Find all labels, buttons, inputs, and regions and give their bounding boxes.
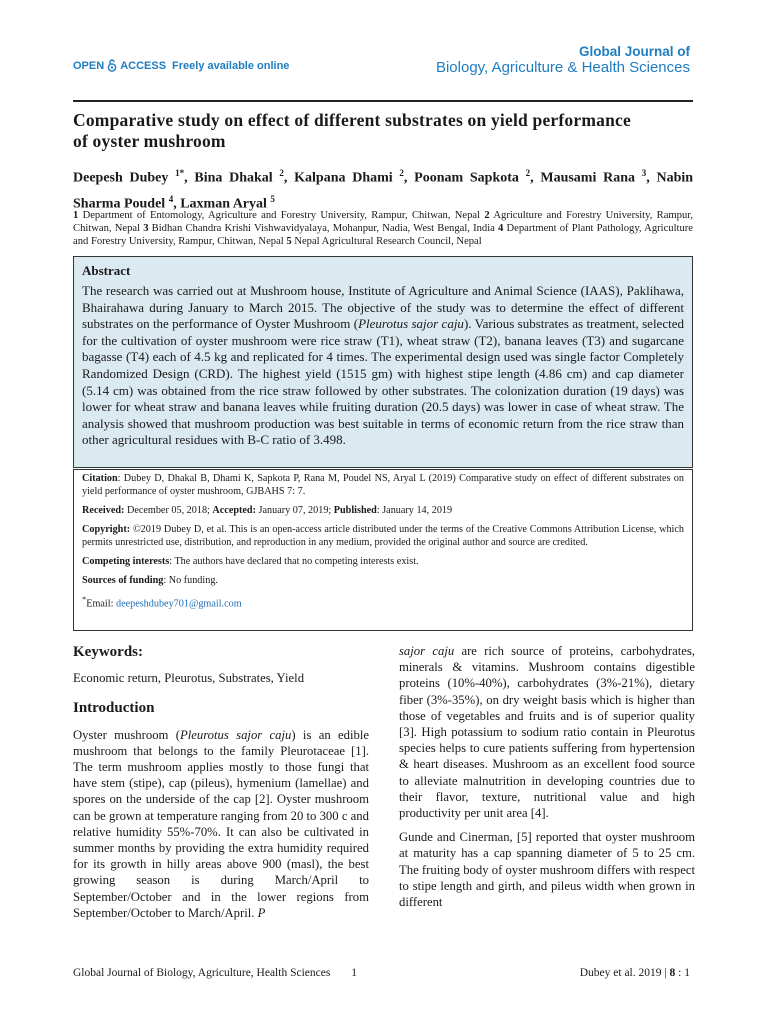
- journal-title-line2: Biology, Agriculture & Health Sciences: [435, 59, 690, 76]
- left-column: [73, 640, 369, 929]
- email-link[interactable]: deepeshdubey701@gmail.com: [115, 598, 242, 610]
- author-separator: ,: [283, 170, 295, 186]
- received-label: Received:: [82, 505, 125, 516]
- text-segment: are rich source of proteins, carbohydrates, minerals & vitamins. Mushroom contains digestible proteins (10%-40%), carbohydrates (3%-21%), dietary fiber (3%-35%), on dry weight basis which is higher than those of vegetables and fruits and is of superior quality [3]. High potassium to sodium ratio contain in Pleurotus species helps to cure patients suffering from hypertension & heart diseases. Mushroom as an excellent food source to alleviate malnutrition in developing countries due to their flavor, texture, nutritional value and high productivity per unit area [4].: [399, 644, 695, 821]
- keywords-text: Economic return, Pleurotus, Substrates, Yield: [73, 671, 305, 686]
- italic-text: P: [257, 905, 266, 920]
- author-affiliation-mark: 1*: [175, 168, 185, 178]
- freely-available-label: Freely available online: [172, 59, 290, 72]
- copyright-text: ©2019 Dubey D, et al. This is an open-access article distributed under the terms of the Creative Commons Attribution License, which permits unrestricted use, distribution, and reproduction in any medium, provided the original author and source are credited.: [82, 524, 684, 548]
- introduction-heading: Introduction: [73, 700, 155, 717]
- footer-ref: Dubey et al. 2019 |: [579, 967, 670, 979]
- citation-text: : Dubey D, Dhakal B, Dhami K, Sapkota P, Rana M, Poudel NS, Aryal L (2019) Comparative study on effect of different substrates on yield performance of oyster mushroom, GJBAHS 7: 7.: [82, 473, 684, 497]
- text-segment: The research was carried out at Mushroom house, Institute of Agriculture and Animal Science (IAAS), Paklihawa, Bhairahawa during January to March 2015. The objective of the study was to determine the effect of different substrates on the performance of Oyster Mushroom (: [82, 283, 684, 332]
- author-name: Bina Dhakal: [194, 170, 280, 186]
- affiliation-number: 2: [484, 210, 490, 221]
- intro-paragraph-3: [399, 829, 695, 910]
- text-segment: Gunde and Cinerman, [5] reported that oyster mushroom at maturity has a cap spanning diameter of 5 to 25 cm. The fruiting body of oyster mushroom differs with respect to stipe length and girth, and pileus width when grown in different: [399, 830, 695, 910]
- accepted-date: January 07, 2019;: [255, 505, 334, 516]
- author-affiliation-mark: 2: [525, 168, 531, 178]
- right-column: [399, 643, 695, 918]
- affiliation-number: 4: [498, 223, 504, 234]
- received-date: December 05, 2018;: [124, 505, 213, 516]
- journal-title-line1: Global Journal of: [578, 44, 690, 59]
- author-affiliation-mark: 4: [168, 193, 174, 204]
- affiliation-number: 1: [73, 210, 79, 221]
- author-affiliation-mark: 3: [641, 168, 647, 178]
- author-separator: ,: [530, 170, 541, 186]
- email-label: Email:: [86, 598, 116, 610]
- funding: [82, 574, 684, 587]
- italic-text: Pleurotus sajor caju: [358, 316, 464, 332]
- footer-right: [580, 967, 690, 979]
- email-star: *: [82, 594, 87, 604]
- intro-paragraph-2: [399, 643, 695, 821]
- author-affiliation-mark: 5: [270, 193, 275, 204]
- text-segment: Oyster mushroom (: [73, 727, 180, 742]
- access-label: ACCESS: [120, 59, 167, 72]
- affiliation-number: 3: [143, 223, 149, 234]
- footer-ref-suffix: : 1: [675, 967, 690, 979]
- author-list: [73, 163, 693, 214]
- text-segment: ) is an edible mushroom that belongs to the family Pleurotaceae [1]. The term mushroom applies mostly to those fungi that have stem (stipe), cap (pileus), hymenium (lamellae) and spores on the underside of the cap [2]. Oyster mushroom can be grown at temperature ranging from 20 to 300 c and relative humidity 55%-70%. It can also be cultivated in summer months by providing the extra humidity required for its growth in hilly areas above 900 (masl), the best growing season is during March/April to September/October and in the lower regions from September/October to March/April.: [73, 727, 369, 920]
- article-info-box: [73, 469, 693, 631]
- author-name: Mausami Rana: [540, 170, 642, 186]
- keywords-heading: Keywords:: [73, 644, 143, 660]
- author-separator: ,: [184, 170, 195, 186]
- affiliation-text: Department of Entomology, Agriculture and Forestry University, Rampur, Chitwan, Nepal: [78, 210, 485, 221]
- affiliation-number: 5: [286, 236, 292, 247]
- competing-label: Competing interests: [82, 556, 170, 567]
- competing-interests: [82, 555, 684, 568]
- footer-left: [73, 967, 357, 979]
- author-separator: ,: [403, 170, 415, 186]
- copyright: [82, 523, 684, 549]
- header-divider: [73, 100, 693, 102]
- abstract-heading: Abstract: [82, 263, 131, 278]
- email: [82, 593, 684, 610]
- competing-text: : The authors have declared that no competing interests exist.: [169, 556, 419, 567]
- accepted-label: Accepted:: [212, 505, 256, 516]
- citation: [82, 472, 684, 498]
- affiliation-text: Department of Plant Pathology, Agriculture and Forestry University, Rampur, Chitwan, Nepal: [73, 223, 693, 247]
- article-title: Comparative study on effect of different substrates on yield performance of oyster mushroom: [73, 110, 631, 151]
- abstract-box: [73, 256, 693, 468]
- affiliation-text: Agriculture and Forestry University, Rampur, Chitwan, Nepal: [73, 210, 693, 234]
- open-access-badge: [73, 59, 289, 72]
- text-segment: ). Various substrates as treatment, selected for the cultivation of oyster mushroom were rice straw (T1), wheat straw (T2), banana leaves (T3) and sugarcane bagasse (T4) each of 4.5 kg and replicated for 4 times. The experimental design used was single factor Completely Randomized Design (CRD). The highest yield (1515 gm) with highest stipe length (4.86 cm) and cap diameter (5.14 cm) was obtained from the rice straw followed by other substrates. The colonization duration (19 days) was lower for wheat straw and banana leaves while fruiting duration (20.5 days) was lower in case of wheat straw. The analysis showed that mushroom production was best suitable in terms of economic return from the rice straw than other agricultural residues with B-C ratio of 3.498.: [82, 316, 684, 448]
- funding-text: : No funding.: [163, 575, 218, 586]
- footer-page-number: 1: [351, 967, 357, 979]
- citation-label: Citation: [82, 473, 118, 484]
- author-name: Poonam Sapkota: [414, 170, 526, 186]
- affiliation-text: Nepal Agricultural Research Council, Nepal: [291, 236, 482, 247]
- abstract-text: [82, 283, 684, 449]
- author-name: Kalpana Dhami: [294, 170, 400, 186]
- author-name: Nabin Sharma Poudel: [73, 170, 694, 212]
- published-label: Published: [333, 505, 377, 516]
- affiliation-text: Bidhan Chandra Krishi Vishwavidyalaya, Mohanpur, Nadia, West Bengal, India: [148, 223, 499, 234]
- author-name: Deepesh Dubey: [73, 170, 176, 186]
- author-separator: ,: [646, 170, 657, 186]
- author-name: Laxman Aryal: [180, 196, 271, 212]
- intro-paragraph-1: [73, 727, 369, 921]
- italic-text: sajor caju: [399, 644, 455, 658]
- open-label: OPEN: [73, 59, 105, 72]
- footer-journal: Global Journal of Biology, Agriculture, Health Sciences: [73, 967, 331, 979]
- affiliations: [73, 209, 693, 248]
- dates: [82, 504, 684, 517]
- italic-text: Pleurotus sajor caju: [179, 727, 292, 742]
- author-affiliation-mark: 2: [399, 168, 404, 178]
- funding-label: Sources of funding: [82, 575, 164, 586]
- open-lock-icon: [107, 59, 117, 72]
- published-date: : January 14, 2019: [376, 505, 453, 516]
- author-separator: ,: [173, 196, 181, 212]
- footer-volume: 8: [669, 967, 676, 979]
- journal-title: [436, 44, 690, 76]
- copyright-label: Copyright:: [82, 524, 131, 535]
- author-affiliation-mark: 2: [279, 168, 284, 178]
